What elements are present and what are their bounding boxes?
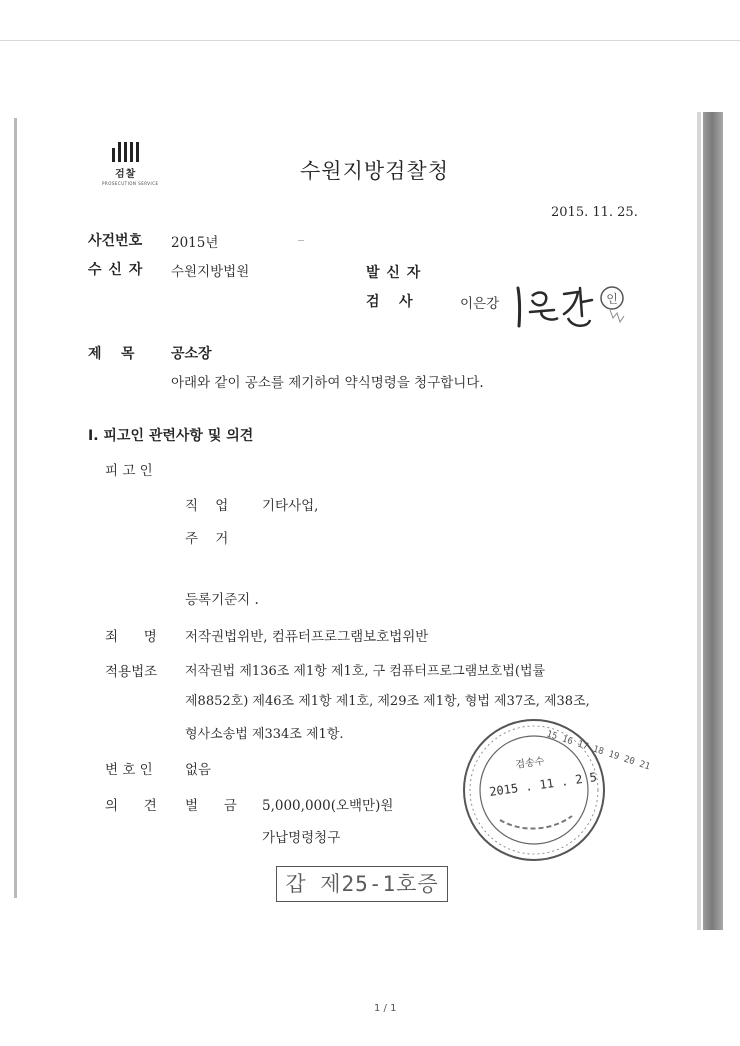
- section-title: Ⅰ. 피고인 관련사항 및 의견: [88, 428, 254, 444]
- prosecutor-label: 검 사: [366, 294, 413, 310]
- page-number: 1 / 1: [374, 1003, 397, 1014]
- opinion-label: 의 견: [105, 798, 157, 814]
- scan-right-edge: [703, 112, 723, 930]
- address-label: 주 거: [185, 531, 229, 547]
- recipient-label: 수 신 자: [88, 262, 144, 278]
- lawyer-label: 변 호 인: [105, 762, 153, 778]
- charge-label: 죄 명: [105, 629, 157, 645]
- document-date: 2015. 11. 25.: [551, 205, 638, 220]
- law-line-3: 형사소송법 제334조 제1항.: [185, 727, 344, 742]
- organization-title: 수원지방검찰청: [300, 159, 450, 183]
- recipient-value: 수원지방법원: [171, 264, 250, 280]
- receipt-date-stamp: [460, 716, 652, 864]
- opinion-value: 가납명령청구: [262, 830, 341, 846]
- job-label: 직 업: [185, 498, 229, 514]
- logo-bars-icon: [112, 142, 162, 162]
- prosecutor-signature: [508, 270, 630, 334]
- job-value: 기타사업,: [262, 498, 319, 514]
- top-border-line: [0, 40, 740, 41]
- sender-label: 발 신 자: [366, 265, 422, 281]
- scan-left-edge: [14, 118, 17, 898]
- stamp-sequence: 15 16 17 18 19 20 21: [545, 729, 652, 773]
- fine-label: 벌 금: [185, 798, 237, 814]
- prosecution-logo: [102, 142, 162, 190]
- law-line-1: 저작권법 제136조 제1항 제1호, 구 컴퓨터프로그램보호법(법률: [185, 664, 546, 679]
- subject-value: 공소장: [171, 346, 212, 362]
- subject-sentence: 아래와 같이 공소를 제기하여 약식명령을 청구합니다.: [171, 375, 484, 391]
- prosecutor-name: 이은강: [460, 296, 500, 312]
- lawyer-value: 없음: [185, 762, 212, 778]
- subject-label: 제 목: [88, 346, 135, 362]
- registry-label: 등록기준지 .: [185, 592, 259, 608]
- law-line-2: 제8852호) 제46조 제1항 제1호, 제29조 제1항, 형법 제37조, 제38조,: [185, 694, 590, 709]
- fine-value: 5,000,000(오백만)원: [262, 798, 394, 814]
- stamp-date: 2015 . 11 . 2 5: [488, 770, 598, 799]
- logo-english-text: PROSECUTION SERVICE: [102, 181, 159, 186]
- redaction-mark: [298, 240, 304, 241]
- stamp-name: 검송수: [514, 756, 546, 771]
- exhibit-label-box: 갑 제25-1호증: [276, 866, 448, 902]
- case-number-value: 2015년: [171, 235, 219, 251]
- law-label: 적용법조: [105, 664, 158, 680]
- charge-value: 저작권법위반, 컴퓨터프로그램보호법위반: [185, 629, 429, 645]
- defendant-label: 피 고 인: [105, 463, 153, 479]
- logo-korean-text: 검찰: [115, 169, 137, 180]
- seal-text: 인: [606, 292, 618, 306]
- case-number-label: 사건번호: [88, 233, 143, 249]
